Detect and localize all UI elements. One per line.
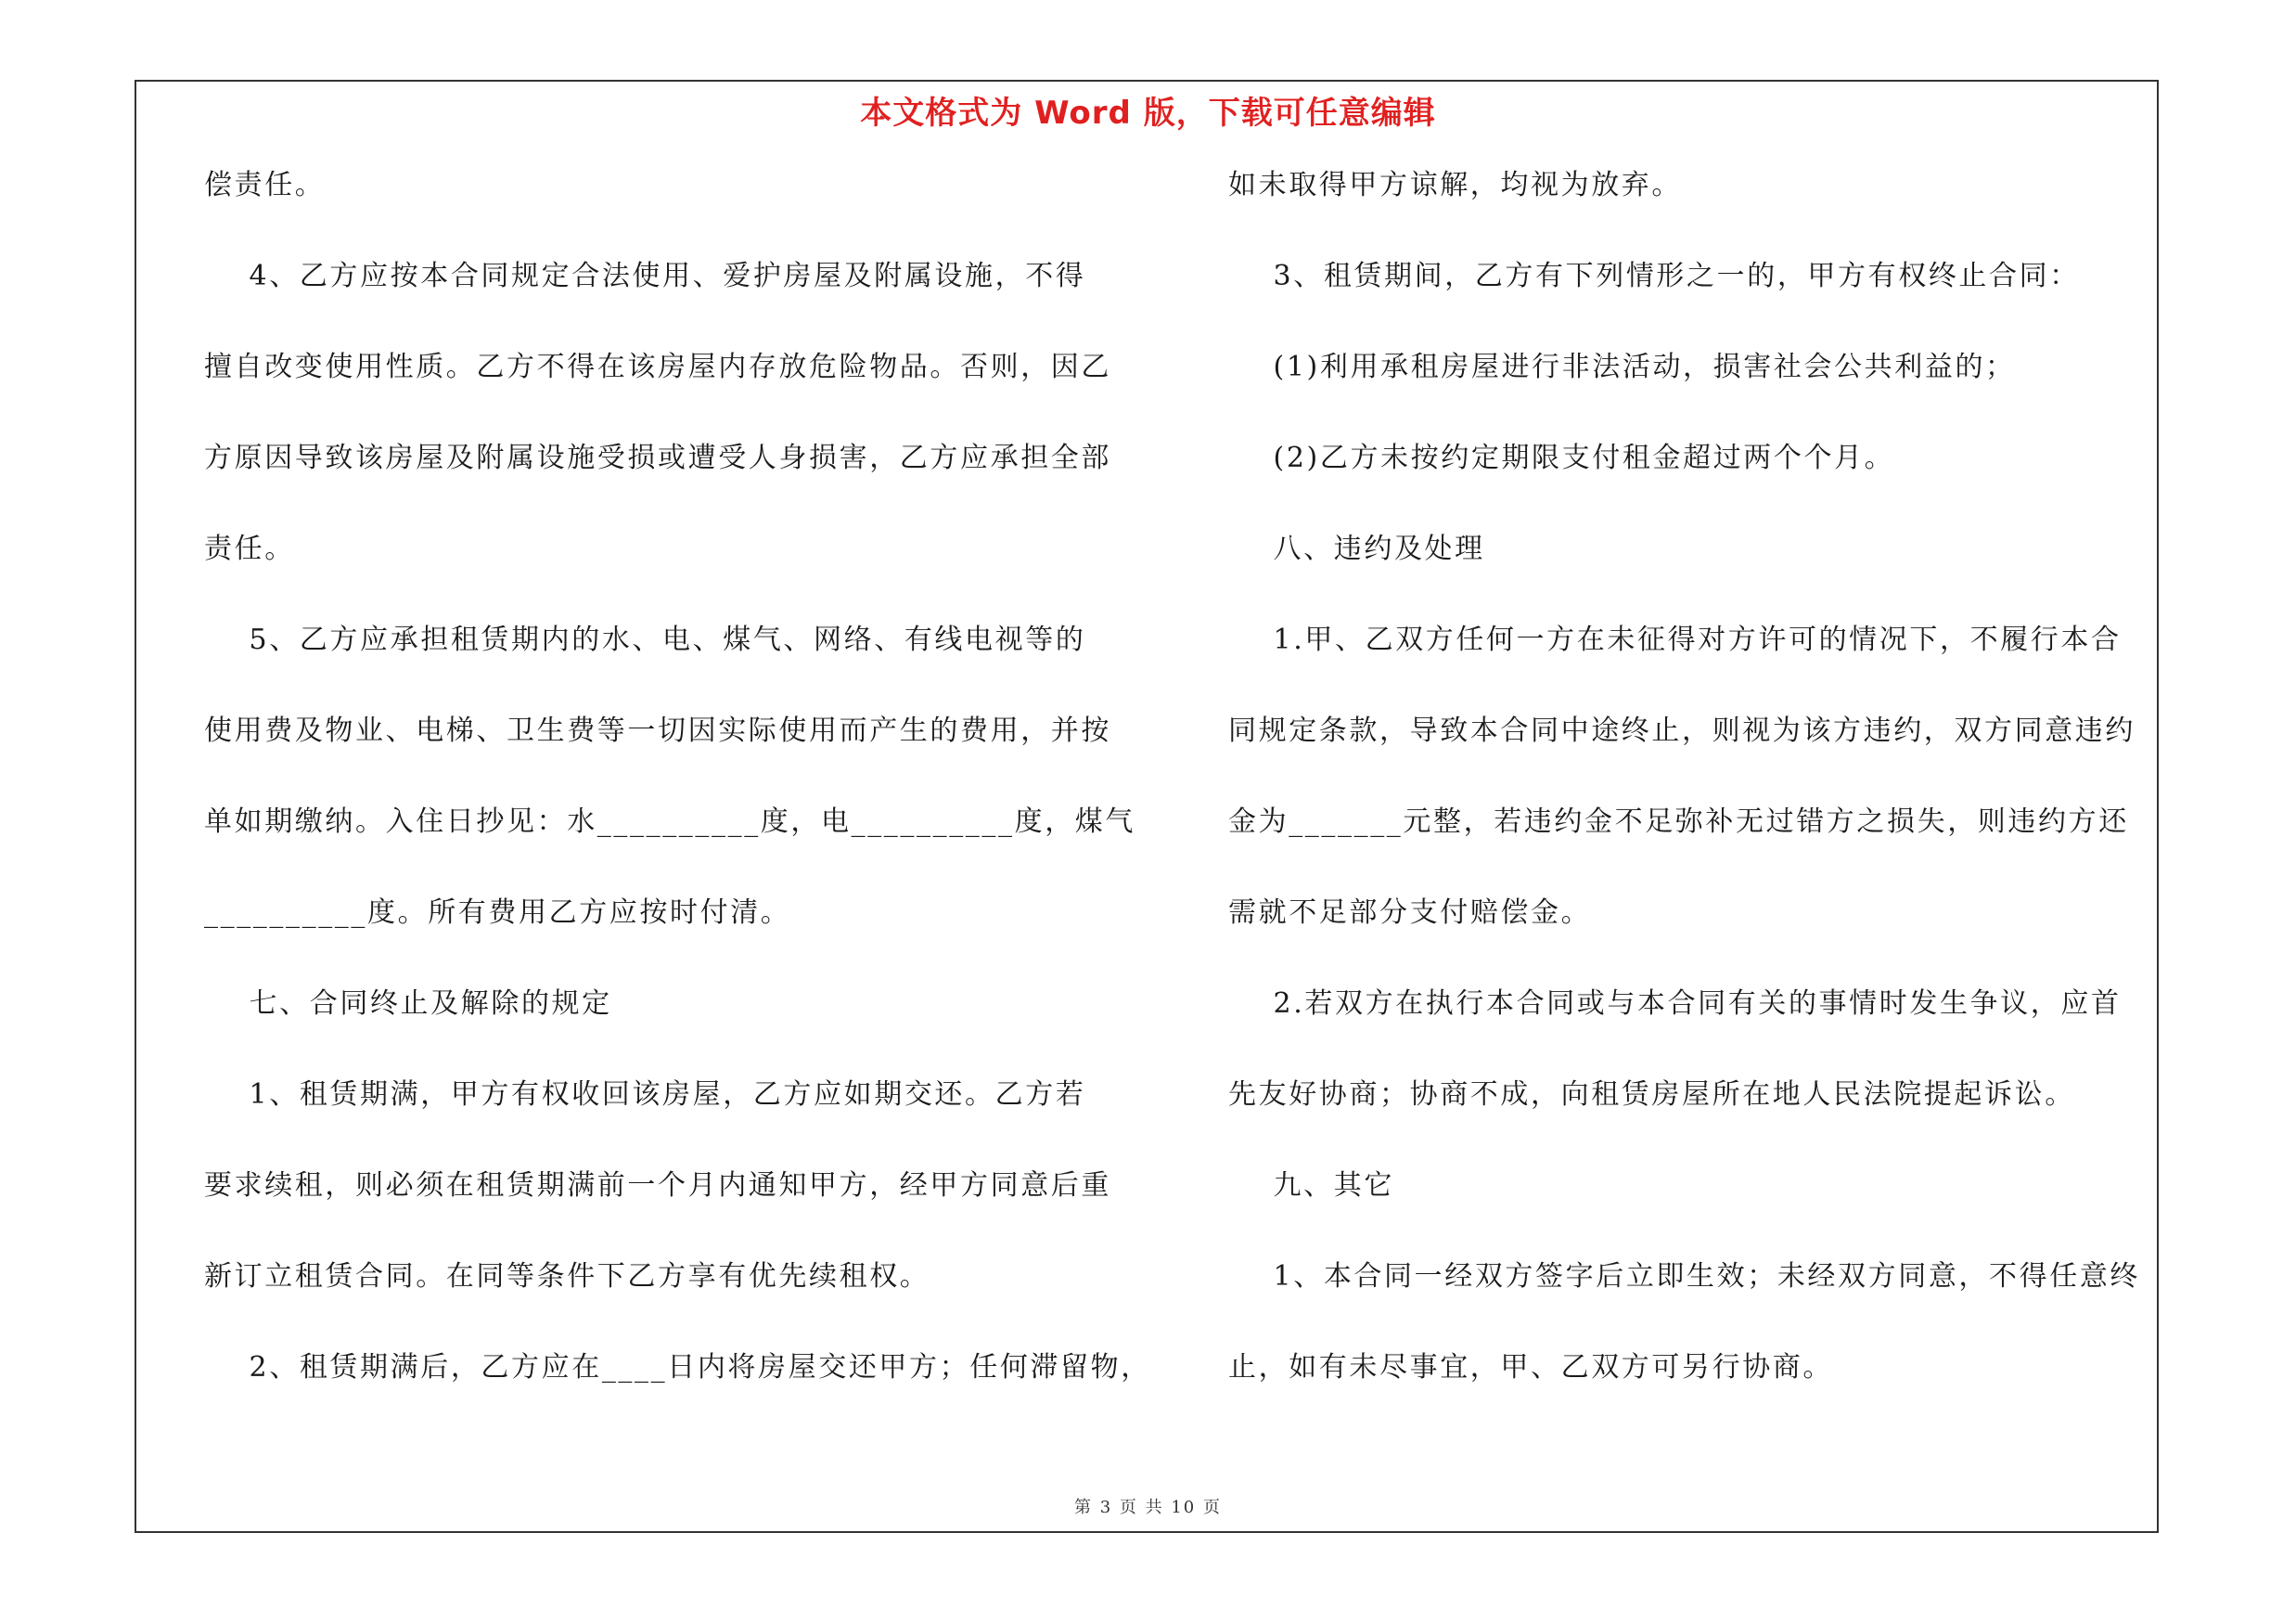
text-line: 3、租赁期间，乙方有下列情形之一的，甲方有权终止合同： xyxy=(1228,260,2080,292)
word-format-banner: 本文格式为 Word 版，下载可任意编辑 xyxy=(860,95,1436,132)
text-line: 擅自改变使用性质。乙方不得在该房屋内存放危险物品。否则，因乙 xyxy=(204,351,1111,383)
text-line: 单如期缴纳。入住日抄见：水__________度，电__________度，煤气 xyxy=(204,805,1135,838)
text-line: 1、租赁期满，甲方有权收回该房屋，乙方应如期交还。乙方若 xyxy=(204,1078,1086,1111)
text-line: 2.若双方在执行本合同或与本合同有关的事情时发生争议，应首 xyxy=(1228,987,2122,1020)
text-line: 先友好协商；协商不成，向租赁房屋所在地人民法院提起诉讼。 xyxy=(1228,1078,2075,1111)
text-line: 同规定条款，导致本合同中途终止，则视为该方违约，双方同意违约 xyxy=(1228,715,2136,747)
text-line: (1)利用承租房屋进行非法活动，损害社会公共利益的； xyxy=(1228,351,2016,383)
page-number-footer: 第 3 页 共 10 页 xyxy=(1074,1498,1222,1517)
text-line: 责任。 xyxy=(204,533,295,565)
text-line: 偿责任。 xyxy=(204,169,326,201)
text-line: 新订立租赁合同。在同等条件下乙方享有优先续租权。 xyxy=(204,1260,930,1293)
text-line: 金为_______元整，若违约金不足弥补无过错方之损失，则违约方还 xyxy=(1228,805,2129,838)
section-heading: 八、违约及处理 xyxy=(1228,533,1485,565)
section-heading: 九、其它 xyxy=(1228,1169,1394,1202)
text-line: 方原因导致该房屋及附属设施受损或遭受人身损害，乙方应承担全部 xyxy=(204,442,1111,474)
text-line: 4、乙方应按本合同规定合法使用、爱护房屋及附属设施，不得 xyxy=(204,260,1086,292)
text-line: 如未取得甲方谅解，均视为放弃。 xyxy=(1228,169,1682,201)
text-line: 1.甲、乙双方任何一方在未征得对方许可的情况下，不履行本合 xyxy=(1228,624,2122,656)
text-line: __________度。所有费用乙方应按时付清。 xyxy=(204,896,791,929)
text-line: 要求续租，则必须在租赁期满前一个月内通知甲方，经甲方同意后重 xyxy=(204,1169,1111,1202)
text-line: (2)乙方未按约定期限支付租金超过两个个月。 xyxy=(1228,442,1895,474)
section-heading: 七、合同终止及解除的规定 xyxy=(204,987,612,1020)
text-line: 5、乙方应承担租赁期内的水、电、煤气、网络、有线电视等的 xyxy=(204,624,1086,656)
text-line: 使用费及物业、电梯、卫生费等一切因实际使用而产生的费用，并按 xyxy=(204,715,1111,747)
text-line: 止，如有未尽事宜，甲、乙双方可另行协商。 xyxy=(1228,1351,1833,1384)
text-line: 2、租赁期满后，乙方应在____日内将房屋交还甲方；任何滞留物， xyxy=(204,1351,1151,1384)
text-line: 1、本合同一经双方签字后立即生效；未经双方同意，不得任意终 xyxy=(1228,1260,2141,1293)
text-line: 需就不足部分支付赔偿金。 xyxy=(1228,896,1592,929)
